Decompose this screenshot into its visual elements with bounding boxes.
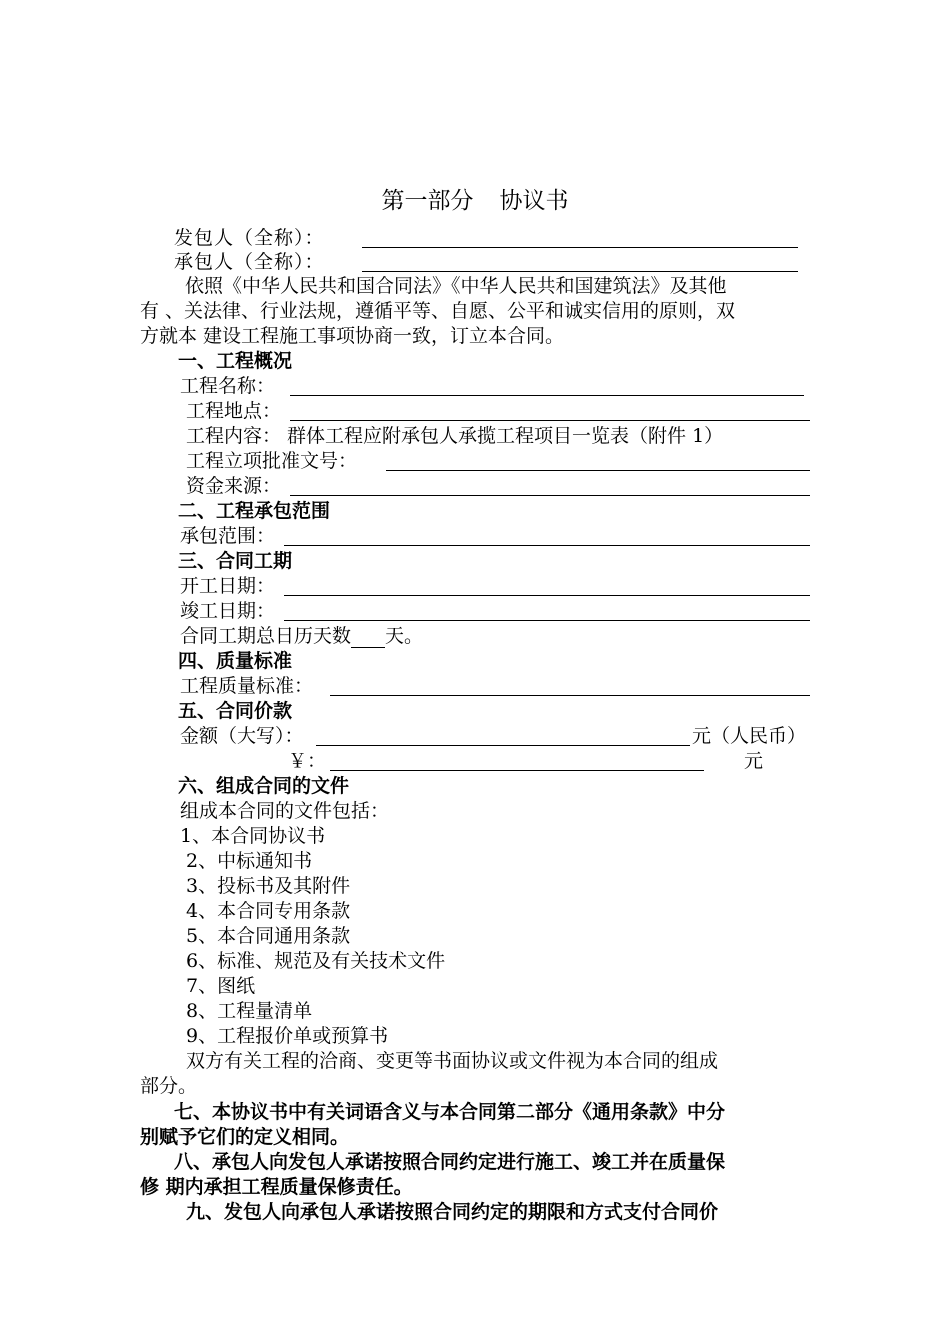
preamble-line-3: 方就本 建设工程施工事项协商一致，订立本合同。 [140, 325, 565, 347]
title-part: 第一部分 [381, 188, 474, 214]
title-name: 协议书 [499, 188, 569, 214]
project-location-blank[interactable] [290, 420, 810, 421]
employer-blank[interactable] [362, 247, 798, 248]
contractor-label: 承包人（全称）： [174, 251, 325, 273]
document-item: 8、工程量清单 [186, 1000, 313, 1022]
amount-words-label: 金额（大写）： [180, 725, 304, 747]
total-days-line [180, 624, 423, 648]
section-5-heading: 五、合同价款 [178, 700, 293, 722]
section-8-line-1: 八、承包人向发包人承诺按照合同约定进行施工、竣工并在质量保 [174, 1151, 726, 1173]
section-6-heading: 六、组成合同的文件 [178, 775, 350, 797]
project-content-line: 工程内容： 群体工程应附承包人承揽工程项目一览表（附件 1） [186, 425, 724, 447]
document-item: 9、工程报价单或预算书 [186, 1025, 389, 1047]
funding-source-blank[interactable] [290, 495, 810, 496]
amount-figure-unit: 元 [744, 750, 764, 772]
documents-closing-line-2: 部分。 [140, 1075, 198, 1097]
section-4-heading: 四、质量标准 [178, 650, 293, 672]
total-days-blank[interactable] [351, 629, 385, 648]
approval-number-label: 工程立项批准文号： [186, 450, 358, 472]
amount-figure-blank[interactable] [330, 770, 704, 771]
scope-blank[interactable] [284, 545, 810, 546]
document-item: 1、本合同协议书 [180, 825, 326, 847]
section-1-heading: 一、工程概况 [178, 350, 293, 372]
contractor-blank[interactable] [362, 271, 798, 272]
approval-number-blank[interactable] [386, 470, 810, 471]
amount-figure-label: ￥： [288, 750, 327, 772]
scope-label: 承包范围： [180, 525, 276, 547]
quality-standard-label: 工程质量标准： [180, 675, 314, 697]
total-days-suffix: 天。 [385, 625, 424, 647]
document-item: 5、本合同通用条款 [186, 925, 351, 947]
start-date-blank[interactable] [284, 595, 810, 596]
section-7-line-1: 七、本协议书中有关词语含义与本合同第二部分《通用条款》中分 [174, 1101, 726, 1123]
document-item: 3、投标书及其附件 [186, 875, 351, 897]
preamble-line-1: 依照《中华人民共和国合同法》《中华人民共和国建筑法》及其他 [185, 275, 727, 297]
total-days-prefix: 合同工期总日历天数 [180, 625, 352, 647]
page-title [0, 186, 950, 216]
preamble-line-2: 有 、关法律、行业法规，遵循平等、自愿、公平和诚实信用的原则，双 [140, 300, 736, 322]
start-date-label: 开工日期： [180, 575, 276, 597]
finish-date-blank[interactable] [284, 620, 810, 621]
amount-words-unit: 元（人民币） [692, 725, 807, 747]
section-3-heading: 三、合同工期 [178, 550, 293, 572]
employer-label: 发包人（全称）： [174, 227, 325, 249]
document-item: 4、本合同专用条款 [186, 900, 351, 922]
project-location-label: 工程地点： [186, 400, 282, 422]
project-name-blank[interactable] [290, 395, 804, 396]
section-8-line-2: 修 期内承担工程质量保修责任。 [140, 1176, 413, 1198]
amount-words-blank[interactable] [316, 745, 690, 746]
finish-date-label: 竣工日期： [180, 600, 276, 622]
section-7-line-2: 别赋予它们的定义相同。 [140, 1126, 350, 1148]
document-item: 6、标准、规范及有关技术文件 [186, 950, 446, 972]
documents-intro: 组成本合同的文件包括： [180, 800, 390, 822]
quality-standard-blank[interactable] [330, 695, 810, 696]
document-item: 7、图纸 [186, 975, 256, 997]
documents-closing-line-1: 双方有关工程的洽商、变更等书面协议或文件视为本合同的组成 [186, 1050, 719, 1072]
document-item: 2、中标通知书 [186, 850, 313, 872]
project-name-label: 工程名称： [180, 375, 276, 397]
funding-source-label: 资金来源： [186, 475, 282, 497]
section-2-heading: 二、工程承包范围 [178, 500, 331, 522]
section-9-line-1: 九、发包人向承包人承诺按照合同约定的期限和方式支付合同价 [186, 1201, 719, 1223]
